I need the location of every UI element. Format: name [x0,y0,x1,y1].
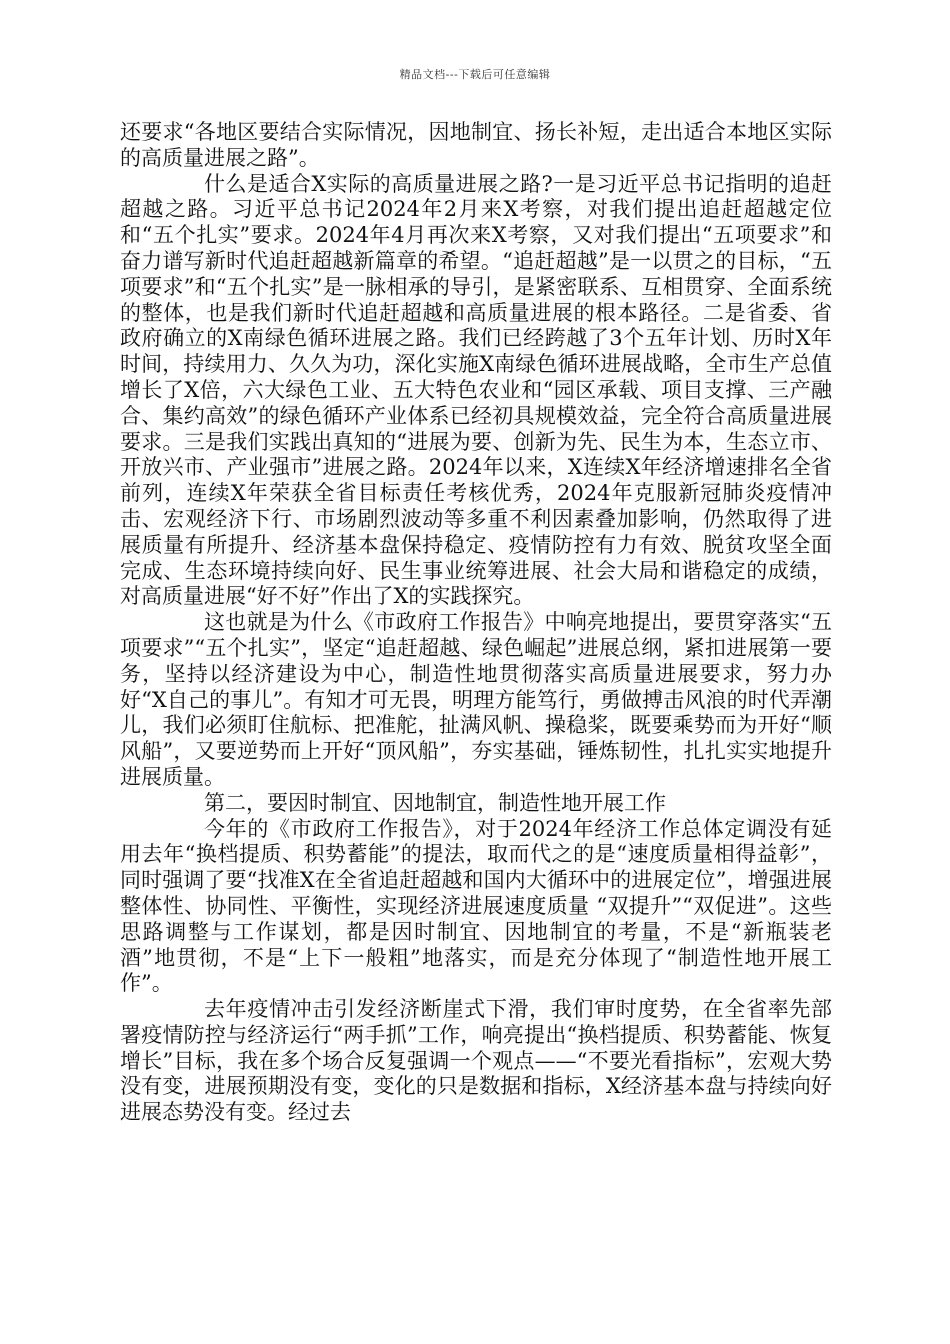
paragraph-5: 去年疫情冲击引发经济断崖式下滑，我们审时度势，在全省率先部署疫情防控与经济运行“两手抓”工作，响亮提出“换档提质、积势蓄能、恢复增长”目标，我在多个场合反复强调一个观点——“不要光看指标”，宏观大势没有变，进展预期没有变，变化的只是数据和指标，X经济基本盘与持续向好进展态势没有变。经过去 [120,997,832,1125]
paragraph-3: 这也就是为什么《市政府工作报告》中响亮地提出，要贯穿落实“五项要求”“五个扎实”，坚定“追赶超越、绿色崛起”进展总纲，紧扣进展第一要务，坚持以经济建设为中心，制造性地贯彻落实高质量进展要求，努力办好“X自己的事儿”。有知才可无畏，明理方能笃行，勇做搏击风浪的时代弄潮儿，我们必须盯住航标、把准舵，扯满风帆、操稳桨，既要乘势而为开好“顺风船”，又要逆势而上开好“顶风船”，夯实基础，锤炼韧性，扎扎实实地提升进展质量。 [120,610,832,789]
paragraph-1: 还要求“各地区要结合实际情况，因地制宜、扬长补短，走出适合本地区实际的高质量进展之路”。 [120,120,832,170]
page-header: 精品文档---下载后可任意编辑 [399,68,551,81]
paragraph-4: 今年的《市政府工作报告》，对于2024年经济工作总体定调没有延用去年“换档提质、积势蓄能”的提法，取而代之的是“速度质量相得益彰”，同时强调了要“找准X在全省追赶超越和国内大循环中的进展定位”，增强进展整体性、协同性、平衡性，实现经济进展速度质量 “双提升”“双促进”。这些思路调整与工作谋划，都是因时制宜、因地制宜的考量，不是“新瓶装老酒”地贯彻，不是“上下一般粗”地落实，而是充分体现了“制造性地开展工作”。 [120,816,832,996]
paragraph-2: 什么是适合X实际的高质量进展之路?一是习近平总书记指明的追赶超越之路。习近平总书记2024年2月来X考察，对我们提出追赶超越定位和“五个扎实”要求。2024年4月再次来X考察，又对我们提出“五项要求”和奋力谱写新时代追赶超越新篇章的希望。“追赶超越”是一以贯之的目标，“五项要求”和“五个扎实”是一脉相承的导引，是紧密联系、互相贯穿、全面系统的整体，也是我们新时代追赶超越和高质量进展的根本路径。二是省委、省政府确立的X南绿色循环进展之路。我们已经跨越了3个五年计划、历时X年时间，持续用力、久久为功，深化实施X南绿色循环进展战略，全市生产总值增长了X倍，六大绿色工业、五大特色农业和“园区承载、项目支撑、三产融合、集约高效”的绿色循环产业体系已经初具规模效益，完全符合高质量进展要求。三是我们实践出真知的“进展为要、创新为先、民生为本，生态立市、开放兴市、产业强市”进展之路。2024年以来，X连续X年经济增速排名全省前列，连续X年荣获全省目标责任考核优秀，2024年克服新冠肺炎疫情冲击、宏观经济下行、市场剧烈波动等多重不利因素叠加影响，仍然取得了进展质量有所提升、经济基本盘保持稳定、疫情防控有力有效、脱贫攻坚全面完成、生态环境持续向好、民生事业统筹进展、社会大局和谐稳定的成绩，对高质量进展“好不好”作出了X的实践探究。 [120,171,832,609]
document-body [120,120,832,1126]
section-heading: 第二，要因时制宜、因地制宜，制造性地开展工作 [204,790,666,815]
